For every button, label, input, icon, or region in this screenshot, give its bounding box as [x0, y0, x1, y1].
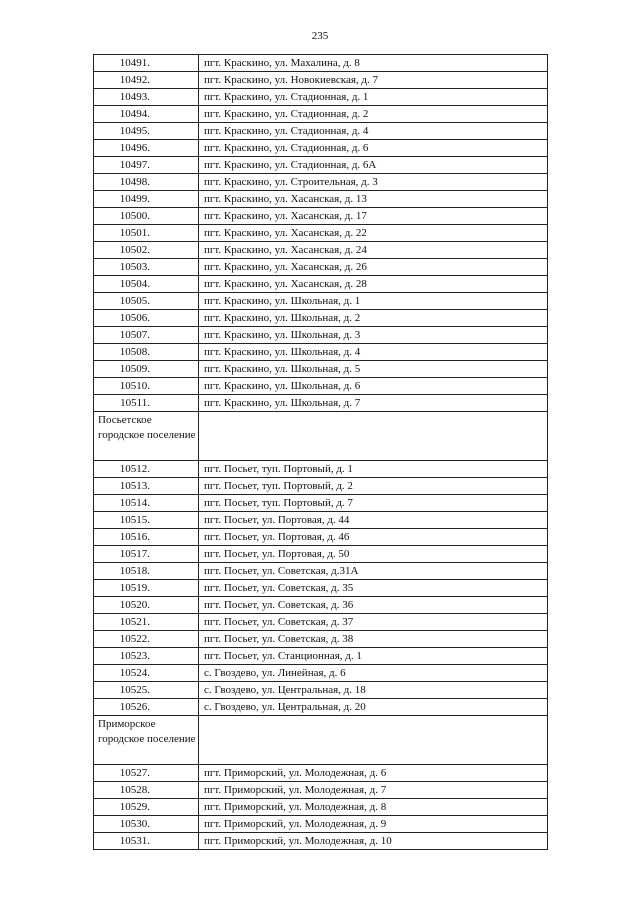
address-table	[93, 54, 548, 850]
row-number: 10502.	[94, 242, 199, 259]
row-number: 10492.	[94, 72, 199, 89]
table-row	[94, 344, 548, 361]
table-row	[94, 55, 548, 72]
row-address: с. Гвоздево, ул. Линейная, д. 6	[199, 665, 548, 682]
section-empty-cell	[199, 716, 548, 765]
row-address: пгт. Приморский, ул. Молодежная, д. 10	[199, 833, 548, 850]
row-address: пгт. Краскино, ул. Хасанская, д. 17	[199, 208, 548, 225]
row-number: 10495.	[94, 123, 199, 140]
row-address: пгт. Краскино, ул. Строительная, д. 3	[199, 174, 548, 191]
table-row	[94, 242, 548, 259]
row-address: пгт. Посьет, ул. Станционная, д. 1	[199, 648, 548, 665]
table-row	[94, 699, 548, 716]
table-row	[94, 631, 548, 648]
row-address: пгт. Краскино, ул. Школьная, д. 6	[199, 378, 548, 395]
row-number: 10526.	[94, 699, 199, 716]
page-number: 235	[311, 30, 329, 42]
table-row	[94, 259, 548, 276]
row-address: пгт. Краскино, ул. Стадионная, д. 6А	[199, 157, 548, 174]
section-row	[94, 716, 548, 765]
row-address: пгт. Краскино, ул. Стадионная, д. 2	[199, 106, 548, 123]
row-address: пгт. Посьет, ул. Портовая, д. 46	[199, 529, 548, 546]
row-address: пгт. Посьет, ул. Портовая, д. 50	[199, 546, 548, 563]
row-address: пгт. Посьет, ул. Советская, д.31А	[199, 563, 548, 580]
row-address: пгт. Посьет, туп. Портовый, д. 7	[199, 495, 548, 512]
row-number: 10522.	[94, 631, 199, 648]
row-number: 10494.	[94, 106, 199, 123]
row-address: пгт. Краскино, ул. Стадионная, д. 4	[199, 123, 548, 140]
table-row	[94, 614, 548, 631]
row-number: 10501.	[94, 225, 199, 242]
table-row	[94, 682, 548, 699]
row-address: пгт. Краскино, ул. Школьная, д. 4	[199, 344, 548, 361]
row-address: пгт. Посьет, туп. Портовый, д. 2	[199, 478, 548, 495]
table-row	[94, 191, 548, 208]
section-name: Приморское городское поселение	[94, 716, 199, 765]
table-row	[94, 478, 548, 495]
table-row	[94, 529, 548, 546]
row-number: 10503.	[94, 259, 199, 276]
table-row	[94, 208, 548, 225]
row-address: пгт. Посьет, ул. Портовая, д. 44	[199, 512, 548, 529]
row-address: пгт. Краскино, ул. Школьная, д. 3	[199, 327, 548, 344]
row-address: пгт. Краскино, ул. Хасанская, д. 24	[199, 242, 548, 259]
row-number: 10510.	[94, 378, 199, 395]
row-address: пгт. Краскино, ул. Новокиевская, д. 7	[199, 72, 548, 89]
table-row	[94, 765, 548, 782]
row-address: пгт. Краскино, ул. Школьная, д. 1	[199, 293, 548, 310]
table-row	[94, 157, 548, 174]
row-address: с. Гвоздево, ул. Центральная, д. 20	[199, 699, 548, 716]
row-number: 10496.	[94, 140, 199, 157]
table-row	[94, 512, 548, 529]
table-row	[94, 225, 548, 242]
row-number: 10523.	[94, 648, 199, 665]
table-row	[94, 361, 548, 378]
row-number: 10505.	[94, 293, 199, 310]
address-table-body	[94, 55, 548, 850]
table-row	[94, 546, 548, 563]
row-number: 10525.	[94, 682, 199, 699]
row-address: с. Гвоздево, ул. Центральная, д. 18	[199, 682, 548, 699]
table-row	[94, 174, 548, 191]
table-row	[94, 89, 548, 106]
row-number: 10514.	[94, 495, 199, 512]
table-row	[94, 276, 548, 293]
row-number: 10531.	[94, 833, 199, 850]
row-address: пгт. Краскино, ул. Школьная, д. 5	[199, 361, 548, 378]
table-row	[94, 833, 548, 850]
row-address: пгт. Краскино, ул. Стадионная, д. 6	[199, 140, 548, 157]
row-number: 10515.	[94, 512, 199, 529]
table-row	[94, 563, 548, 580]
row-number: 10500.	[94, 208, 199, 225]
row-number: 10509.	[94, 361, 199, 378]
section-empty-cell	[199, 412, 548, 461]
row-address: пгт. Краскино, ул. Хасанская, д. 26	[199, 259, 548, 276]
row-number: 10530.	[94, 816, 199, 833]
table-row	[94, 665, 548, 682]
table-row	[94, 816, 548, 833]
row-number: 10498.	[94, 174, 199, 191]
table-row	[94, 106, 548, 123]
table-row	[94, 327, 548, 344]
table-row	[94, 495, 548, 512]
row-address: пгт. Краскино, ул. Хасанская, д. 28	[199, 276, 548, 293]
row-address: пгт. Посьет, ул. Советская, д. 38	[199, 631, 548, 648]
row-number: 10491.	[94, 55, 199, 72]
row-address: пгт. Приморский, ул. Молодежная, д. 7	[199, 782, 548, 799]
row-address: пгт. Посьет, ул. Советская, д. 37	[199, 614, 548, 631]
row-number: 10528.	[94, 782, 199, 799]
row-number: 10519.	[94, 580, 199, 597]
row-number: 10499.	[94, 191, 199, 208]
row-address: пгт. Краскино, ул. Школьная, д. 7	[199, 395, 548, 412]
row-number: 10527.	[94, 765, 199, 782]
table-row	[94, 123, 548, 140]
row-number: 10507.	[94, 327, 199, 344]
row-address: пгт. Посьет, ул. Советская, д. 35	[199, 580, 548, 597]
row-number: 10511.	[94, 395, 199, 412]
row-address: пгт. Краскино, ул. Хасанская, д. 22	[199, 225, 548, 242]
row-number: 10529.	[94, 799, 199, 816]
table-row	[94, 799, 548, 816]
row-number: 10506.	[94, 310, 199, 327]
table-row	[94, 395, 548, 412]
row-address: пгт. Посьет, ул. Советская, д. 36	[199, 597, 548, 614]
row-number: 10520.	[94, 597, 199, 614]
row-number: 10517.	[94, 546, 199, 563]
row-number: 10493.	[94, 89, 199, 106]
section-row	[94, 412, 548, 461]
table-row	[94, 648, 548, 665]
row-number: 10513.	[94, 478, 199, 495]
row-number: 10512.	[94, 461, 199, 478]
table-row	[94, 72, 548, 89]
row-number: 10521.	[94, 614, 199, 631]
row-address: пгт. Приморский, ул. Молодежная, д. 9	[199, 816, 548, 833]
row-number: 10516.	[94, 529, 199, 546]
table-row	[94, 461, 548, 478]
table-row	[94, 597, 548, 614]
row-address: пгт. Краскино, ул. Хасанская, д. 13	[199, 191, 548, 208]
row-address: пгт. Краскино, ул. Махалина, д. 8	[199, 55, 548, 72]
row-number: 10518.	[94, 563, 199, 580]
table-row	[94, 140, 548, 157]
row-number: 10524.	[94, 665, 199, 682]
table-row	[94, 782, 548, 799]
table-row	[94, 580, 548, 597]
section-name: Посьетское городское поселение	[94, 412, 199, 461]
row-address: пгт. Посьет, туп. Портовый, д. 1	[199, 461, 548, 478]
row-number: 10508.	[94, 344, 199, 361]
row-number: 10504.	[94, 276, 199, 293]
row-address: пгт. Приморский, ул. Молодежная, д. 8	[199, 799, 548, 816]
table-row	[94, 378, 548, 395]
row-address: пгт. Краскино, ул. Школьная, д. 2	[199, 310, 548, 327]
row-address: пгт. Приморский, ул. Молодежная, д. 6	[199, 765, 548, 782]
row-address: пгт. Краскино, ул. Стадионная, д. 1	[199, 89, 548, 106]
row-number: 10497.	[94, 157, 199, 174]
table-row	[94, 293, 548, 310]
table-row	[94, 310, 548, 327]
